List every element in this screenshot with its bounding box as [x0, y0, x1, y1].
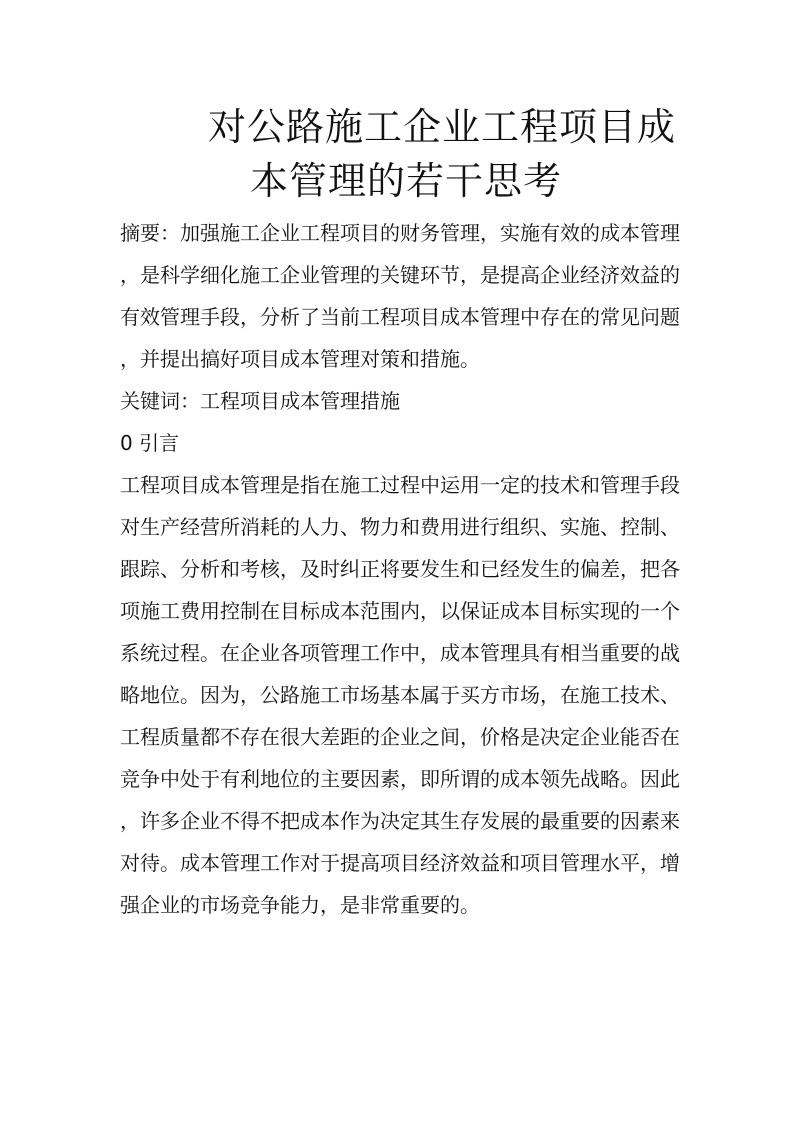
keywords-line: 关键词：工程项目成本管理措施 — [120, 389, 400, 413]
document-body — [120, 212, 680, 926]
title-line-2: 本管理的若干思考 — [250, 159, 563, 203]
title-line-1: 对公路施工企业工程项目成 — [208, 105, 677, 149]
abstract-paragraph: 摘要：加强施工企业工程项目的财务管理，实施有效的成本管理，是科学细化施工企业管理的关键环节，是提高企业经济效益的有效管理手段，分析了当前工程项目成本管理中存在的常见问题，并提出搞好项目成本管理对策和措施。 — [120, 221, 680, 371]
intro-paragraph: 工程项目成本管理是指在施工过程中运用一定的技术和管理手段对生产经营所消耗的人力、物力和费用进行组织、实施、控制、跟踪、分析和考核，及时纠正将要发生和已经发生的偏差，把各项施工费用控制在目标成本范围内，以保证成本目标实现的一个系统过程。在企业各项管理工作中，成本管理具有相当重要的战略地位。因为，公路施工市场基本属于买方市场，在施工技术、工程质量都不存在很大差距的企业之间，价格是决定企业能否在竞争中处于有利地位的主要因素，即所谓的成本领先战略。因此，许多企业不得不把成本作为决定其生存发展的最重要的因素来对待。成本管理工作对于提高项目经济效益和项目管理水平，增强企业的市场竞争能力，是非常重要的。 — [120, 473, 680, 917]
document-title — [0, 100, 794, 208]
section-heading: 0 引言 — [120, 431, 180, 455]
